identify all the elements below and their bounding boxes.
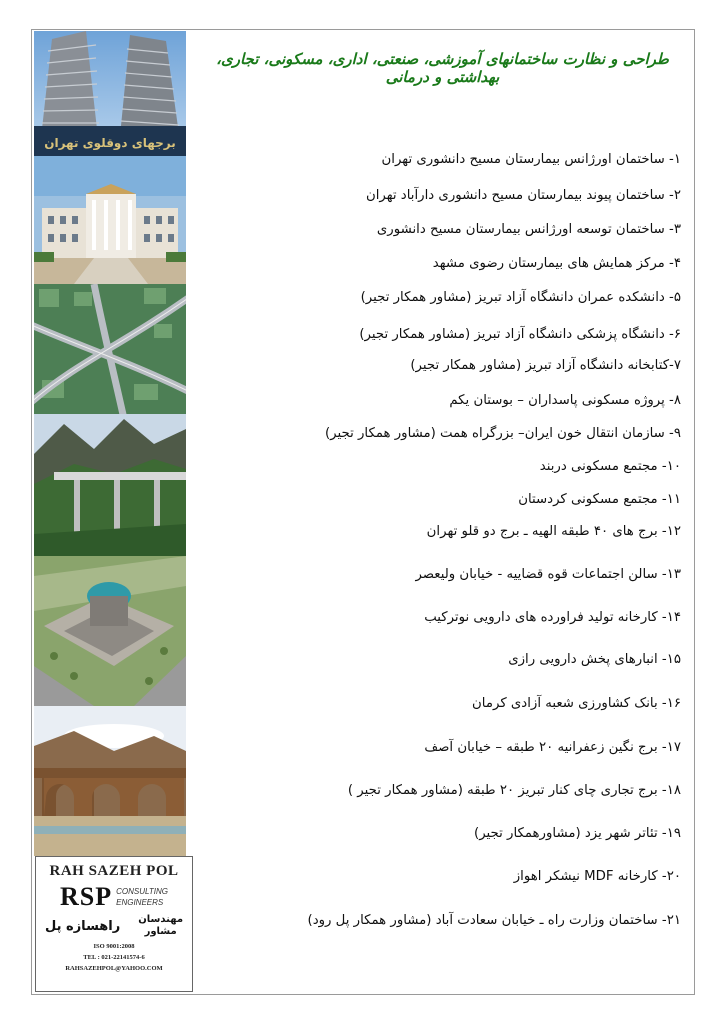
list-item: ۲۰- کارخانه MDF نیشکر اهواز — [513, 869, 681, 884]
logo-mark-row — [36, 882, 192, 912]
logo-tel: TEL : 021-22141574-6 — [83, 954, 145, 961]
list-item: ۱۷- برج نگین زعفرانیه ۲۰ طبقه – خیابان آصف — [424, 740, 681, 755]
logo-company-name-en: RAH SAZEH POL — [49, 863, 179, 879]
photo-sign-text: برجهای دوقلوی تهران — [44, 136, 176, 150]
list-item: ۹- سازمان انتقال خون ایران– بزرگراه همت (مشاور همکار تجیر) — [324, 426, 681, 441]
logo-email: RAHSAZEHPOL@YAHOO.COM — [65, 965, 163, 972]
list-item: ۱۲- برج های ۴۰ طبقه الهیه ـ برج دو قلو تهران — [426, 524, 681, 539]
list-item: ۱۴- کارخانه تولید فراورده های دارویی نوترکیب — [424, 610, 681, 625]
photo-aerial-building — [34, 556, 186, 706]
list-item: ۴- مرکز همایش های بیمارستان رضوی مشهد — [432, 256, 681, 271]
list-item: ۸- پروژه مسکونی پاسداران – بوستان یکم — [449, 393, 681, 408]
list-item: ۶- دانشگاه پزشکی دانشگاه آزاد تبریز (مشاور همکار تجیر) — [359, 327, 681, 342]
list-item: ۲- ساختمان پیوند بیمارستان مسیح دانشوری دارآباد تهران — [365, 188, 681, 203]
list-item: ۱۶- بانک کشاورزی شعبه آزادی کرمان — [472, 696, 681, 711]
logo-engineers-fa-line1: مهندسان — [138, 914, 184, 925]
logo-rsp-mark: RSP — [60, 882, 113, 911]
list-item: ۱۰- مجتمع مسکونی دربند — [539, 459, 681, 474]
logo-engineers-fa — [138, 914, 183, 938]
logo-engineers-fa-line2: مشاور — [144, 926, 177, 937]
logo-farsi-row — [36, 914, 192, 938]
photo-highway-interchange — [34, 284, 186, 414]
list-item: ۲۱- ساختمان وزارت راه ـ خیابان سعادت آباد (مشاور همکار پل رود) — [307, 913, 681, 928]
photo-twin-towers — [34, 31, 186, 156]
logo-iso: ISO 9001:2008 — [93, 943, 135, 950]
list-item: ۱۱- مجتمع مسکونی کردستان — [518, 492, 681, 507]
logo-consulting: CONSULTING — [116, 887, 168, 896]
list-item: ۱۸- برج تجاری چای کنار تبریز ۲۰ طبقه (مشاور همکار تجیر ) — [347, 783, 681, 798]
logo-contact — [36, 941, 192, 974]
list-item: ۷-کتابخانه دانشگاه آزاد تبریز (مشاور همکار تجیر) — [410, 358, 681, 373]
list-item: ۱- ساختمان اورژانس بیمارستان مسیح دانشوری تهران — [381, 152, 681, 167]
page-heading: طراحی و نظارت ساختمانهای آموزشی، صنعتی، اداری، مسکونی، تجاری، بهداشتی و درمانی — [216, 50, 669, 86]
logo-company-name-fa: راهسازه پل — [45, 918, 121, 934]
company-logo-box — [35, 856, 193, 992]
logo-tagline — [116, 886, 168, 908]
list-item: ۳- ساختمان توسعه اورژانس بیمارستان مسیح دانشوری — [376, 222, 681, 237]
list-item: ۵- دانشکده عمران دانشگاه آزاد تبریز (مشاور همکار تجیر) — [360, 290, 681, 305]
list-item: ۱۹- تئاتر شهر یزد (مشاورهمکار تجیر) — [474, 826, 681, 841]
list-item: ۱۵- انبارهای پخش دارویی رازی — [508, 652, 681, 667]
list-item: ۱۳- سالن اجتماعات قوه قضاییه - خیابان ولیعصر — [415, 567, 681, 582]
logo-engineers: ENGINEERS — [116, 898, 164, 907]
photo-mountain-bridge — [34, 414, 186, 556]
photo-hospital-building — [34, 156, 186, 284]
photo-arch-bridge — [34, 706, 186, 856]
